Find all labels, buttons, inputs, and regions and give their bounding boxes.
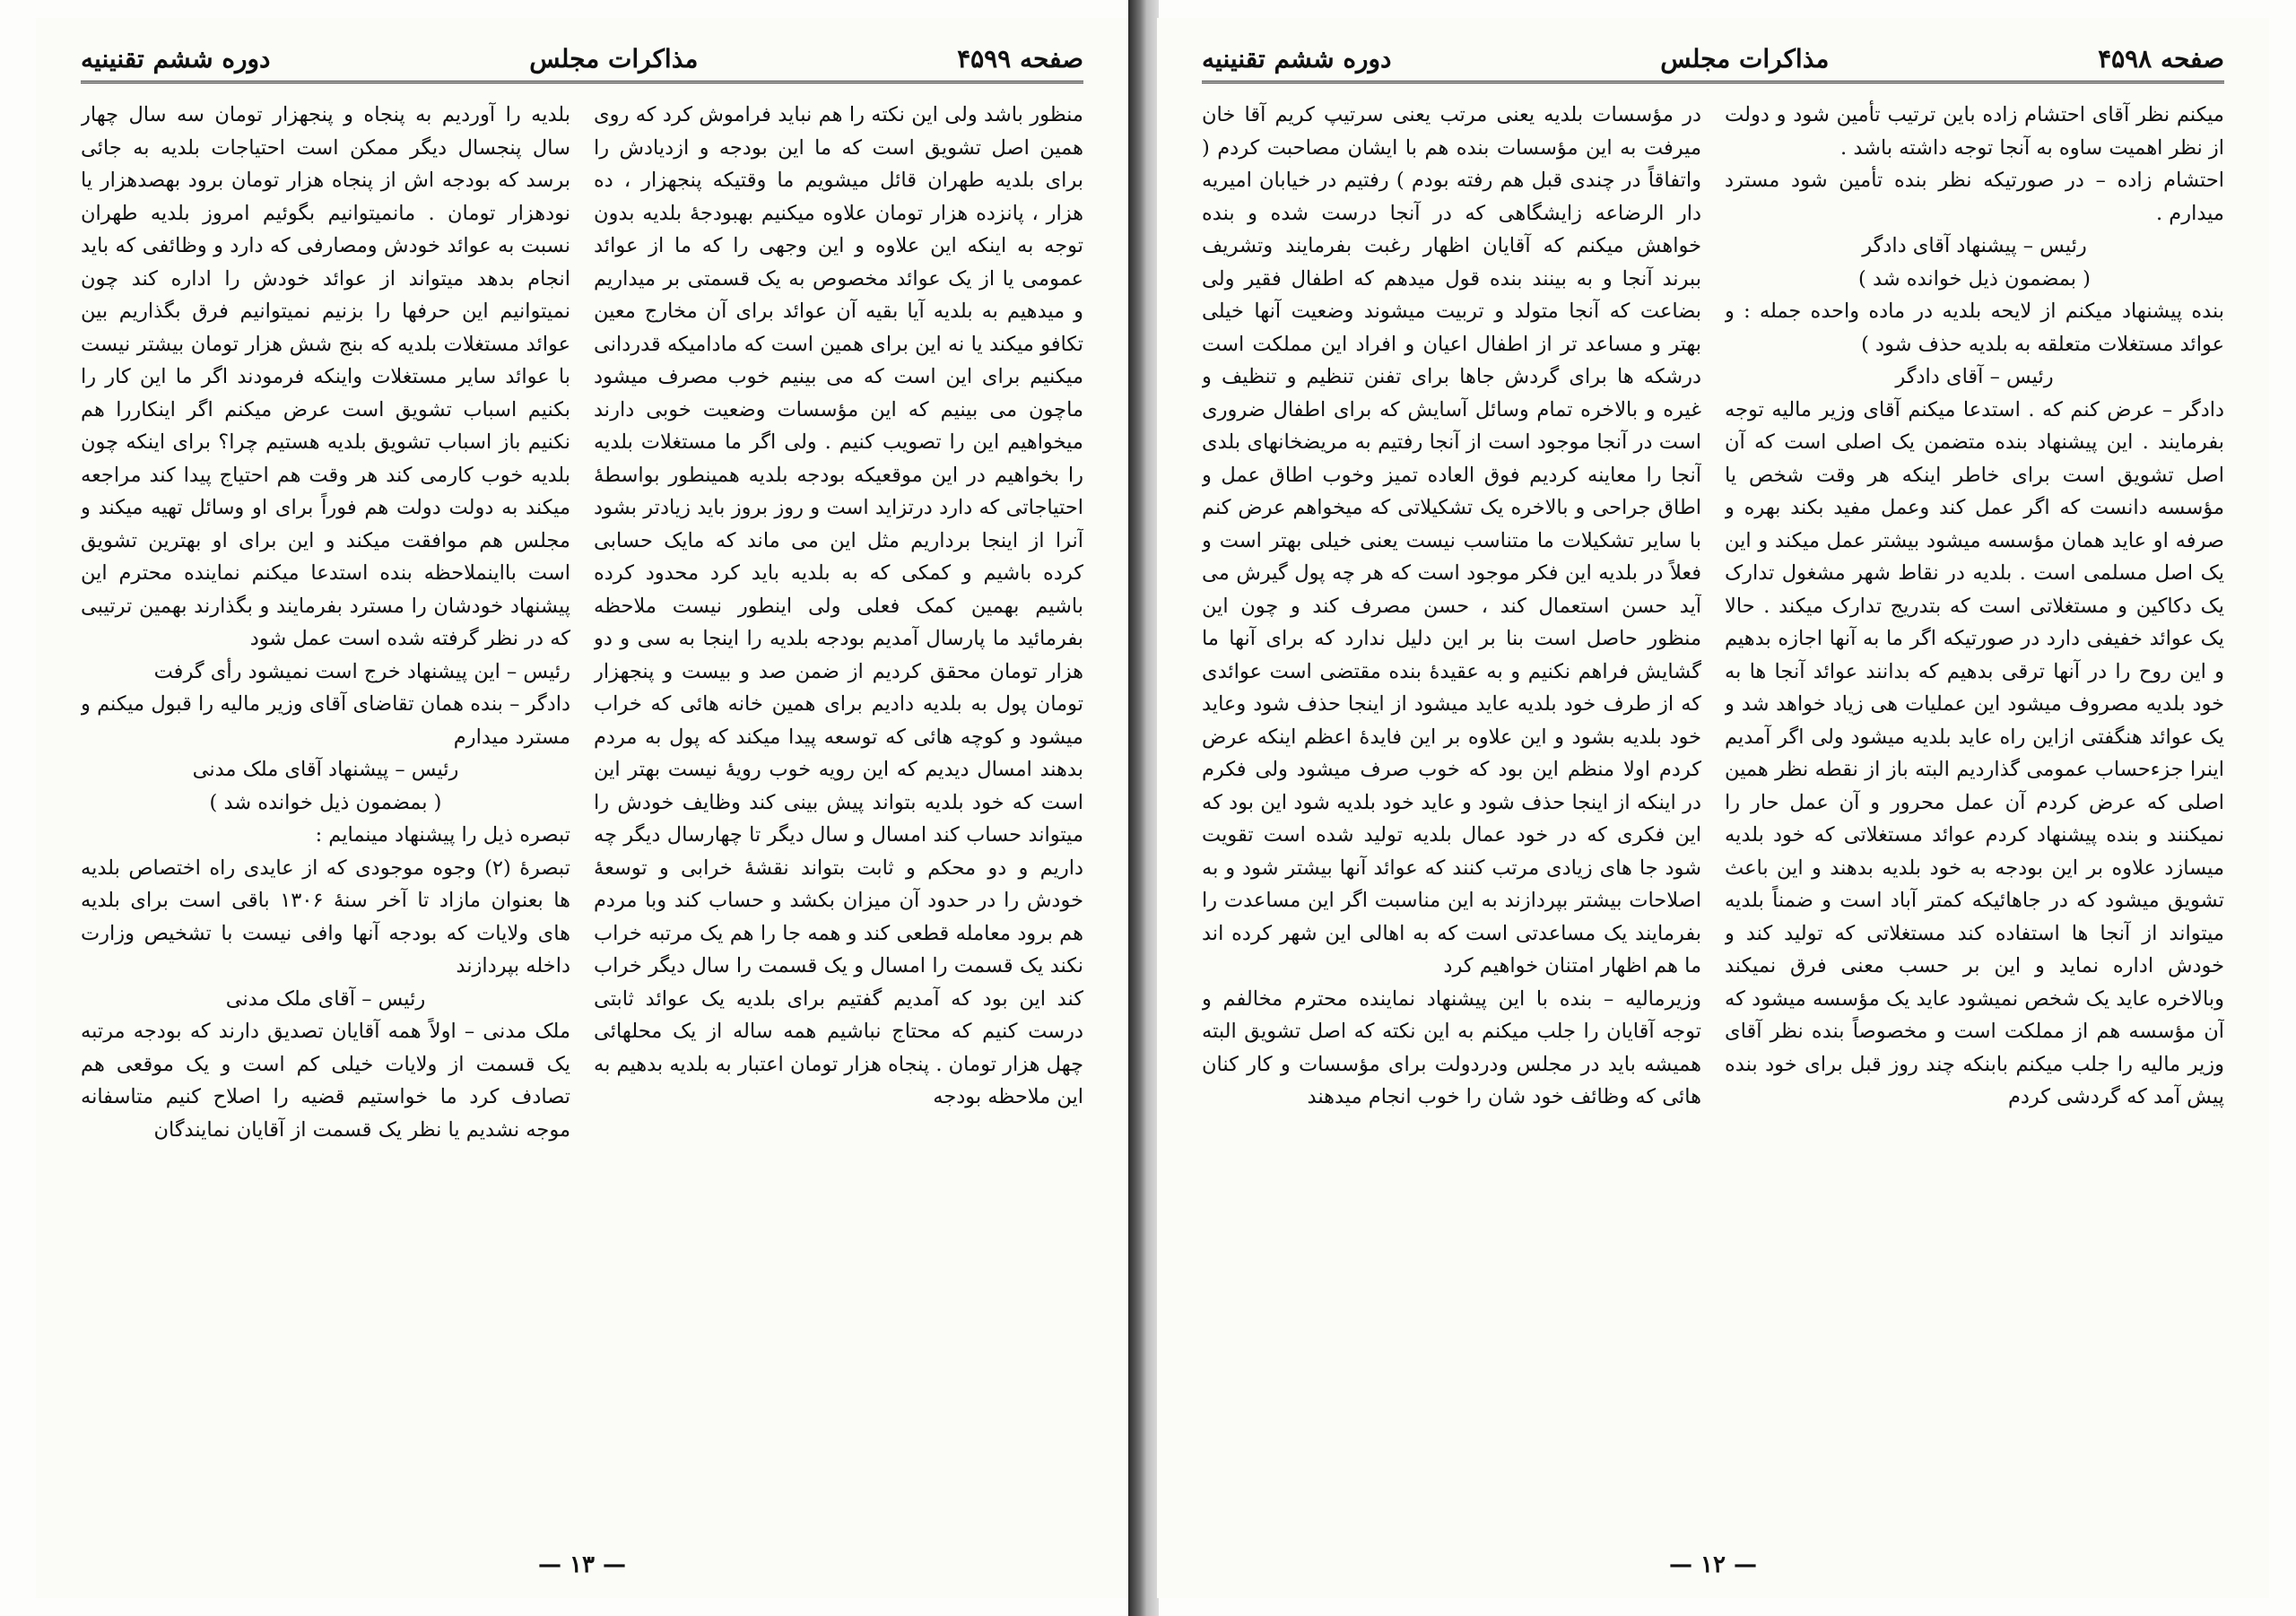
left-page-columns [81,99,1083,1526]
paragraph: بلدیه را آوردیم به پنجاه و پنجهزار تومان سه سال چهار سال پنجسال دیگر ممکن است احتیاجات بلدیه به جائی برسد که بودجه اش از پنجاه هزار تومان برود بهصدهزار یا نودهزار تومان . مانمیتوانیم بگوئیم امروز بلدیه طهران نسبت به عوائد خودش ومصارفی که دارد و وظائفی که باید انجام بدهد میتواند از عوائد خودش را اداره کند چون نمیتوانیم این حرفها را بزنیم نمیتوانیم فرق بگذاریم بین عوائد مستغلات بلدیه که بنج شش هزار تومان بیشتر نیست با عوائد سایر مستغلات واینکه فرمودند اگر ما این کار را بکنیم اسباب تشویق است عرض میکنم اگر اینکاررا هم نکنیم باز اسباب تشویق بلدیه هستیم چرا؟ برای اینکه چون بلدیه خوب کارمی کند هر وقت هم احتیاج پیدا کند مراجعه میکند به دولت دولت هم فوراً برای او وسائل تهیه میکند و مجلس هم موافقت میکند و این برای او بهترین تشویق است بااینملاحظه بنده استدعا میکنم نماینده محترم این پیشنهاد خودشان را مسترد بفرمایند و بگذارند بهمین ترتیبی که در نظر گرفته شده است عمل شود [81,103,570,650]
reading-note: ( بمضمون ذیل خوانده شد ) [1858,266,2091,291]
section-heading: رئیس – آقای ملک مدنی [225,986,426,1011]
left-page-number: صفحه ۴۵۹۹ [957,43,1083,74]
left-page [36,18,1130,1598]
left-session-label: دوره ششم تقنینیه [81,43,271,74]
left-page-footer: — ۱۳ — [537,1551,627,1578]
paragraph: تبصره ذیل را پیشنهاد مینمایم : [315,823,570,847]
left-page-title: مذاکرات مجلس [529,43,699,74]
left-page-column-right [594,99,1083,1526]
left-page-header [81,36,1083,83]
right-page-column-right [1725,99,2224,1526]
right-page-footer: — ۱۲ — [1668,1551,1758,1578]
paragraph: ملک مدنی – اولاً همه آقایان تصدیق دارند که بودجه مرتبه یک قسمت از ولایات خیلی کم است و یک موقعی هم تصادف کرد ما خواستیم قضیه را اصلاح کنیم متاسفانه موجه نشدیم یا نظر یک قسمت از آقایان نمایندگان [81,1020,570,1142]
paragraph: دادگر – عرض کنم که . استدعا میکنم آقای وزیر مالیه توجه بفرمایند . این پیشنهاد بنده متضمن یک اصلی است که آن اصل تشویق است برای خاطر اینکه هر وقت شخص یا مؤسسه دانست که اگر عمل کند وعمل مفید بکند بهره و صرفه او عاید همان مؤسسه میشود بیشتر عمل میکند و این یک اصل مسلمی است . بلدیه در نقاط شهر مشغول تدارک یک دکاکین و مستغلاتی است که بتدریج تدارک میکند . حالا یک عوائد خفیفی دارد در صورتیکه اگر ما به آنها اجازه بدهیم و این روح را در آنها ترقی بدهیم که بدانند عوائد آنجا ها به خود بلدیه مصروف میشود این عملیات هی زیاد خواهد شد و یک عوائد هنگفتی ازاین راه عاید بلدیه میشود ولی اگر آمدیم اینرا جزءحساب عمومی گذاردیم البته باز از نقطه نظر همین اصلی که عرض کردم آن عمل محرور و آن عمل حار را نمیکنند و بنده پیشنهاد کردم عوائد مستغلاتی که خود بلدیه میسازد علاوه بر این بودجه به خود بلدیه بدهند و این باعث تشویق میشود که در جاهائیکه کمتر آباد است و ضمناً بلدیه میتواند از آنجا ها استفاده کند مستغلاتی که تولید کند و خودش اداره نماید و این بر حسب معنی فرق نمیکند وبالاخره عاید یک شخص نمیشود عاید یک مؤسسه میشود که آن مؤسسه هم از مملکت است و مخصوصاً بنده نظر آقای وزیر مالیه را جلب میکنم بابنکه چند روز قبل برای خود بنده پیش آمد که گردشی کردم [1725,397,2224,1108]
paragraph: وزیرمالیه – بنده با این پیشنهاد نماینده محترم مخالفم و توجه آقایان را جلب میکنم به این نکته که اصل تشویق البته همیشه باید در مجلس ودردولت برای مؤسسات و کار کنان هائی که وظائف خود شان را خوب انجام میدهند [1202,986,1701,1108]
paragraph: میکنم نظر آقای احتشام زاده باین ترتیب تأمین شود و دولت از نظر اهمیت ساوه به آنجا توجه داشته باشد . [1725,103,2224,160]
paragraph: دادگر – بنده همان تقاضای آقای وزیر مالیه را قبول میکنم و مسترد میدارم [81,692,570,749]
paragraph: بنده پیشنهاد میکنم از لایحه بلدیه در ماده واحده جمله : و عوائد مستغلات متعلقه به بلدیه حذف شود ) [1725,300,2224,356]
right-session-label: دوره ششم تقنینیه [1202,43,1392,74]
paragraph: احتشام زاده – در صورتیکه نظر بنده تأمین شود مسترد میدارم . [1725,169,2224,225]
paragraph: منظور باشد ولی این نکته را هم نباید فراموش کرد که روی همین اصل تشویق است که ما این بودجه و ازدیادش را برای بلدیه طهران قائل میشویم ما وقتیکه پنجهزار ، ده هزار ، پانزده هزار تومان علاوه میکنیم بهبودجهٔ بلدیه بدون توجه به اینکه این علاوه و این وجهی را که ما از عوائد عمومی یا از یک عوائد مخصوص به یک قسمتی بر میداریم و میدهیم به بلدیه آیا بقیه آن عوائد برای آن مخارج معین تکافو میکند یا نه این برای همین است که مادامیکه قدردانی میکنیم برای این است که می بینیم خوب مصرف میشود ماچون می بینیم که این مؤسسات وضعیت خوبی دارند میخواهیم این را تصویب کنیم . ولی اگر ما مستغلات بلدیه را بخواهیم در این موقعیکه بودجه بلدیه همینطور بواسطهٔ احتیاجاتی که دارد درتزاید است و روز بروز باید زیادتر بشود آنرا از اینجا برداریم مثل این می ماند که مایک حسابی کرده باشیم و کمکی که به بلدیه باید کرد محدود کرده باشیم بهمین کمک فعلی ولی اینطور نیست ملاحظه بفرمائید ما پارسال آمدیم بودجه بلدیه را اینجا به سی و دو هزار تومان محقق کردیم از ضمن صد و بیست و پنجهزار تومان پول به بلدیه دادیم برای همین خانه هائی که خراب میشود و کوچه هائی که توسعه پیدا میکند که پول به مردم بدهند امسال دیدیم که این رویه خوب رویهٔ نیست بهتر این است که خود بلدیه بتواند پیش بینی کند وظایف خودش را میتواند حساب کند امسال و سال دیگر تا چهارسال دیگر چه داریم و دو محکم و ثابت بتواند نقشهٔ خرابی و توسعهٔ خودش را در حدود آن میزان بکشد و حساب کند وبا مردم هم برود معامله قطعی کند و همه جا را هم یک مرتبه خراب نکند یک قسمت را امسال و یک قسمت را سال دیگر خراب کند این بود که آمدیم گفتیم برای بلدیه یک عوائد ثابتی درست کنیم که محتاج نباشیم همه ساله از یک محلهائی چهل هزار تومان . پنجاه هزار تومان اعتبار به بلدیه بدهیم به این ملاحظه بودجه [594,103,1083,1108]
reading-note: ( بمضمون ذیل خوانده شد ) [209,790,442,814]
section-heading: رئیس – پیشنهاد آقای ملک مدنی [192,758,459,781]
right-page-number: صفحه ۴۵۹۸ [2098,43,2224,74]
paragraph: تبصرهٔ (۲) وجوه موجودی که از عایدی راه اختصاص بلدیه ها بعنوان مازاد تا آخر سنهٔ ۱۳۰۶ باقی است برای بلدیه های ولایات که بودجه آنها وافی نیست با تشخیص وزارت داخله بپردازند [81,856,570,977]
right-page [1157,18,2269,1598]
section-heading: رئیس – آقای دادگر [1895,365,2054,388]
right-page-column-left [1202,99,1701,1526]
right-page-title: مذاکرات مجلس [1660,43,1830,74]
book-gutter [1128,0,1159,1616]
left-page-column-left [81,99,570,1526]
paragraph: رئیس – این پیشنهاد خرج است نمیشود رأی گرفت [153,659,570,683]
section-heading: رئیس – پیشنهاد آقای دادگر [1862,234,2087,257]
paragraph: در مؤسسات بلدیه یعنی مرتب یعنی سرتیپ کریم آقا خان میرفت به این مؤسسات بنده هم با ایشان مصاحبت کردم ( واتفاقاً در چندی قبل هم رفته بودم ) رفتیم در خیابان امیریه دار الرضاعه زایشگاهی که در آنجا درست شده و بنده خواهش میکنم که آقایان اظهار رغبت بفرمایند وتشریف ببرند آنجا و به بینند بنده قول میدهم که اطفال فقیر ولی بضاعت که آنجا متولد و تربیت میشوند وضعیت آنها خیلی بهتر و مساعد تر از اطفال اعیان و افراد این مملکت است درشکه ها برای گردش جاها برای تفنن تنظیم و تنظیف و غیره و بالاخره تمام وسائل آسایش که برای اطفال ضروری است در آنجا موجود است از آنجا رفتیم به مریضخانهای بلدی آنجا را معاینه کردیم فوق العاده تمیز وخوب اطاق عمل و اطاق جراحی و بالاخره یک تشکیلاتی که میخواهم عرض کنم با سایر تشکیلات ما متناسب نیست یعنی خیلی بهتر است و فعلاً در بلدیه این فکر موجود است که هر چه پول گیرش می آید حسن استعمال کند ، حسن مصرف کند و چون این منظور حاصل است بنا بر این دلیل ندارد که برای آنها ما گشایش فراهم نکنیم و به عقیدهٔ بنده مقتضی است عوائدی که از طرف خود بلدیه عاید میشود از اینجا حذف شود وعاید خود بلدیه بشود و این علاوه بر این فایدهٔ اعظم اینکه عرض کردم اولا منظم این بود که خوب صرف میشود ولی فکرم در اینکه از اینجا حذف شود و عاید خود بلدیه شود این بود که این فکری که در خود عمال بلدیه تولید شده است تقویت شود جا های زیادی مرتب کنند که عوائد آنها بیشتر شود و به اصلاحات بیشتر بپردازند به این مناسبت اگر این مساعدت را بفرمایند یک مساعدتی است که به اهالی این شهر کرده اند ما هم اظهار امتنان خواهیم کرد [1202,103,1701,977]
right-page-header [1202,36,2224,83]
right-page-columns [1202,99,2224,1526]
